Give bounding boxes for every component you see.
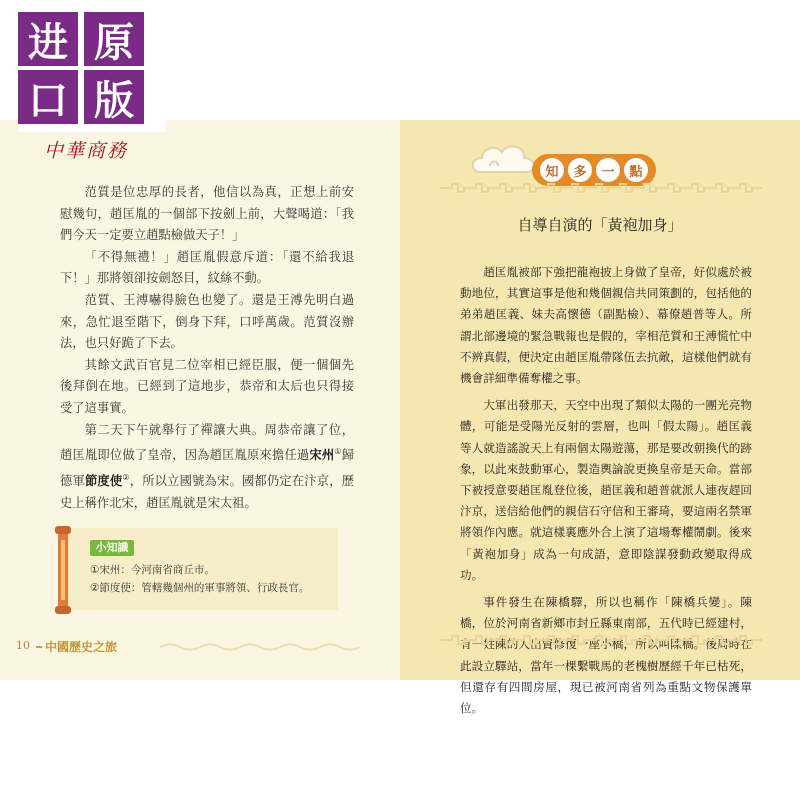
paragraph: 范質、王溥嚇得臉色也變了。還是王溥先明白過來，急忙退至階下，倒身下拜，口呼萬歲。范質沒辦法，也只好跪了下去。 [60,292,354,351]
text-run: 歸德軍 [60,448,354,488]
paragraph: 趙匡胤被部下強把龍袍披上身做了皇帝，好似處於被動地位，其實這事是他和幾個親信共同策劃的，包括他的弟弟趙匡義、妹夫高懷德（副點檢）、幕僚趙普等人。所謂北部邊境的緊急戰報也是假的，宰相范質和王溥慌忙中不辨真假，便決定由趙匡胤帶隊伍去抗敵，這樣他們就有機會詳細準備奪權之事。 [460,265,752,386]
paragraph: 「不得無禮！」趙匡胤假意斥道：「還不給我退下！」那將領卻按劍怒目，紋絲不動。 [60,249,354,286]
badge-char: 原 [84,12,144,66]
decorative-border-top [440,182,762,194]
scroll-icon [52,522,74,618]
section-title: 自導自演的「黃袍加身」 [517,216,683,234]
left-page-body [60,182,354,514]
book-title: 中國歷史之旅 [45,640,118,654]
footnote-marker: ② [122,472,130,482]
badge-char: 口 [18,70,78,124]
badge-char: 多 [568,158,592,182]
footnote-marker: ① [334,447,342,457]
paragraph: 大軍出發那天，天空中出現了類似太陽的一團光亮物體，可能是受陽光反射的雲層，也叫「假太陽」。趙匡義等人就造謠說天上有兩個太陽遊蕩，那是要改朝換代的跡象，以此來鼓動軍心，製造輿論說更換皇帝是天命。當部下被授意要趙匡胤登位後，趙匡義和趙普就派人連夜趕回汴京，送信給他們的親信石守信和王審琦，要這兩名禁軍將領作內應。就這樣裏應外合上演了這場奪權鬧劇。後來「黃袍加身」成為一句成語，意即陰謀發動政變取得成功。 [460,398,752,582]
badge-char: 进 [18,12,78,66]
cloud-icon [470,140,540,188]
text-run: ，所以立國號為宋。國都仍定在汴京，歷史上稱作北宋，趙匡胤就是宋太祖。 [60,473,354,510]
divider [36,646,42,648]
page-number: 10 [16,639,30,652]
keyword-songzhou: 宋州 [309,447,335,463]
paragraph: 事件發生在陳橋驛，所以也稱作「陳橋兵變」。陳橋，位於河南省新鄉市封丘縣東南部，五代時已經建村，有一姓陳的人出資修復一座小橋，所以叫陳橋。後周時在此設立驛站，當年一棵繫戰馬的老槐樹歷經千年已枯死，但還存有四間房屋，現已被河南省列為重點文物保護單位。 [460,595,752,716]
paragraph: 范質是位忠厚的長者，他信以為真，正想上前安慰幾句，趙匡胤的一個部下按劍上前，大聲喝道：「我們今天一定要立趙點檢做天子！」 [60,185,354,243]
paragraph: 其餘文武百官見二位宰相已經臣服，便一個個先後拜倒在地。已經到了這地步，恭帝和太后也只得接受了這事實。 [60,357,354,415]
badge-char: 一 [596,158,620,182]
badge-char: 知 [540,158,564,182]
note-item: ①宋州：今河南省商丘市。 [90,564,215,576]
keyword-jiedushi: 節度使 [84,472,123,488]
text-run: 第二天下午就舉行了禪讓大典。周恭帝讓了位，趙匡胤即位做了皇帝，因為趙匡胤原來擔任過 [60,422,354,463]
right-panel-body [460,262,752,725]
publisher-name: 中華商務 [44,140,129,162]
badge-char: 版 [84,70,144,124]
page-footer [0,636,380,658]
note-title: 小知識 [90,540,134,556]
decorative-swirl [160,642,360,652]
import-edition-badge [18,12,166,132]
badge-char: 點 [624,158,648,182]
knowledge-note [58,528,338,610]
note-item: ②節度使：管轄幾個州的軍事將領、行政長官。 [90,582,310,594]
decorative-border-bottom [440,634,762,646]
paragraph [60,420,354,515]
